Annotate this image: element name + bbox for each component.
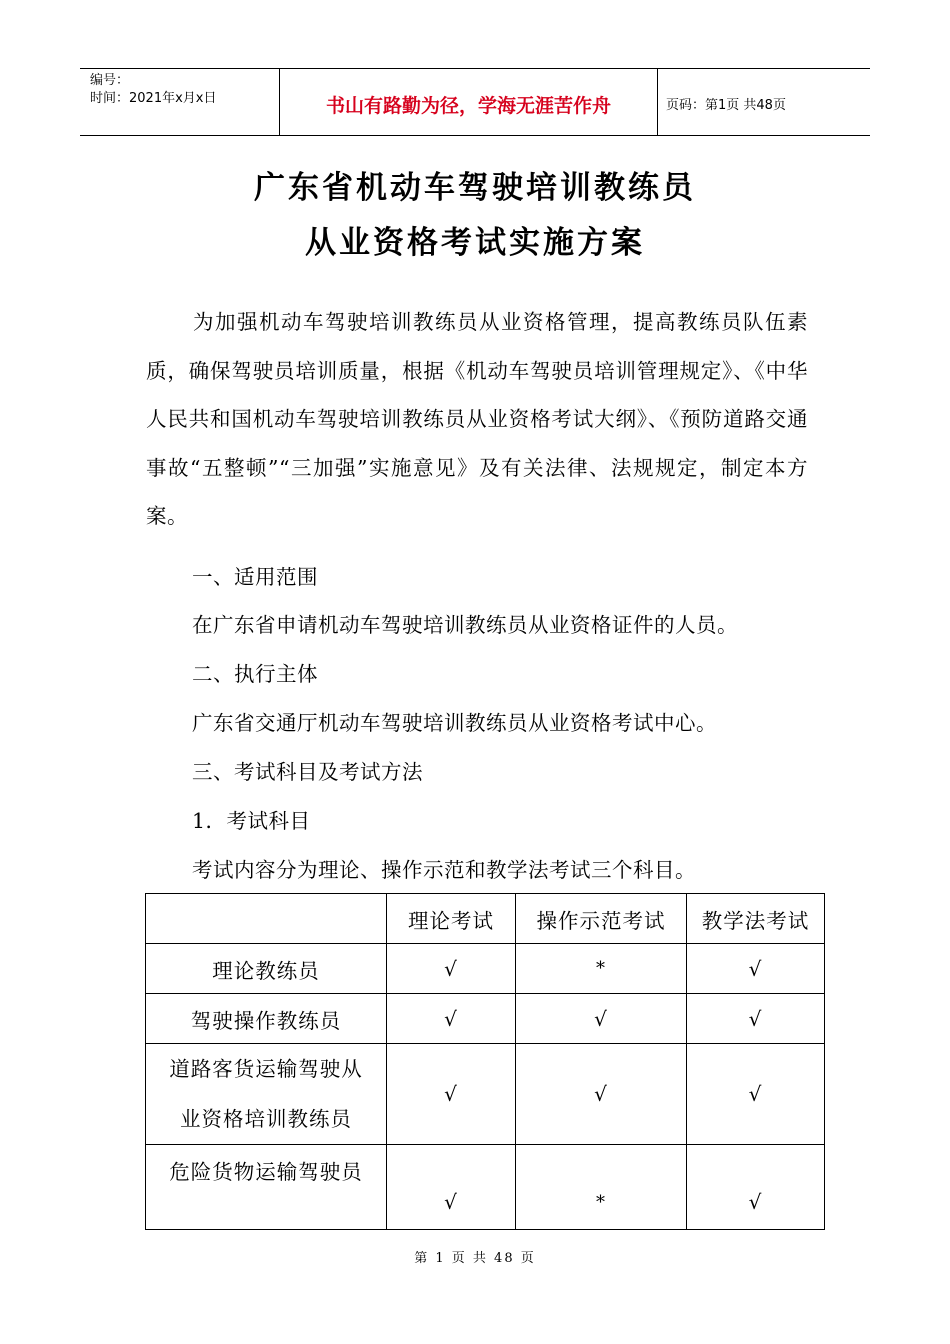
table-header-cell: 教学法考试 bbox=[687, 894, 825, 944]
table-row bbox=[146, 944, 825, 994]
page-header bbox=[80, 68, 870, 136]
check-mark-icon: √ bbox=[687, 1044, 825, 1145]
intro-paragraph bbox=[146, 298, 808, 541]
section2-text: 广东省交通厅机动车驾驶培训教练员从业资格考试中心。 bbox=[192, 711, 717, 735]
check-mark-icon: √ bbox=[387, 944, 516, 994]
table-header-row bbox=[146, 894, 825, 944]
page-footer: 第 1 页 共 48 页 bbox=[414, 1251, 536, 1266]
check-mark-icon: √ bbox=[387, 994, 516, 1044]
section3-heading: 三、考试科目及考试方法 bbox=[192, 760, 423, 784]
section1-text: 在广东省申请机动车驾驶培训教练员从业资格证件的人员。 bbox=[192, 613, 738, 637]
table-row bbox=[146, 1044, 825, 1145]
check-mark-icon: √ bbox=[516, 1044, 687, 1145]
check-mark-icon: √ bbox=[387, 1145, 516, 1230]
doc-title-line2: 从业资格考试实施方案 bbox=[305, 225, 645, 261]
intro-text: 为加强机动车驾驶培训教练员从业资格管理，提高教练员队伍素质，确保驾驶员培训质量，根据《机动车驾驶员培训管理规定》、《中华人民共和国机动车驾驶培训教练员从业资格考试大纲》、《预防道路交通事故“五整顿”“三加强”实施意见》及有关法律、法规规定，制定本方案。 bbox=[146, 310, 808, 528]
doc-title-line1: 广东省机动车驾驶培训教练员 bbox=[254, 170, 696, 206]
header-meta bbox=[80, 69, 280, 135]
table-header-cell bbox=[146, 894, 387, 944]
asterisk-mark: * bbox=[516, 944, 687, 994]
role-cell-line1: 道路客货运输驾驶从 bbox=[169, 1057, 363, 1081]
asterisk-mark: * bbox=[516, 1145, 687, 1230]
section3-subheading: 1．考试科目 bbox=[192, 809, 311, 833]
role-cell: 理论教练员 bbox=[146, 944, 387, 994]
role-cell: 危险货物运输驾驶员 bbox=[146, 1145, 387, 1230]
header-page-info: 页码：第1页 共48页 bbox=[666, 97, 786, 113]
header-motto: 书山有路勤为径，学海无涯苦作舟 bbox=[280, 69, 658, 135]
time-label: 时间：2021年x月x日 bbox=[90, 91, 217, 106]
table-row bbox=[146, 1145, 825, 1230]
table-header-cell: 操作示范考试 bbox=[516, 894, 687, 944]
section1-heading: 一、适用范围 bbox=[192, 565, 318, 589]
role-cell-line2: 业资格培训教练员 bbox=[180, 1107, 352, 1131]
check-mark-icon: √ bbox=[687, 994, 825, 1044]
check-mark-icon: √ bbox=[516, 994, 687, 1044]
check-mark-icon: √ bbox=[387, 1044, 516, 1145]
number-label: 编号： bbox=[90, 73, 130, 88]
section2-heading: 二、执行主体 bbox=[192, 662, 318, 686]
section3-text: 考试内容分为理论、操作示范和教学法考试三个科目。 bbox=[192, 858, 696, 882]
check-mark-icon: √ bbox=[687, 1145, 825, 1230]
role-cell bbox=[146, 1044, 387, 1145]
role-cell: 驾驶操作教练员 bbox=[146, 994, 387, 1044]
check-mark-icon: √ bbox=[687, 944, 825, 994]
table-row bbox=[146, 994, 825, 1044]
table-header-cell: 理论考试 bbox=[387, 894, 516, 944]
exam-subject-table bbox=[145, 893, 825, 1230]
